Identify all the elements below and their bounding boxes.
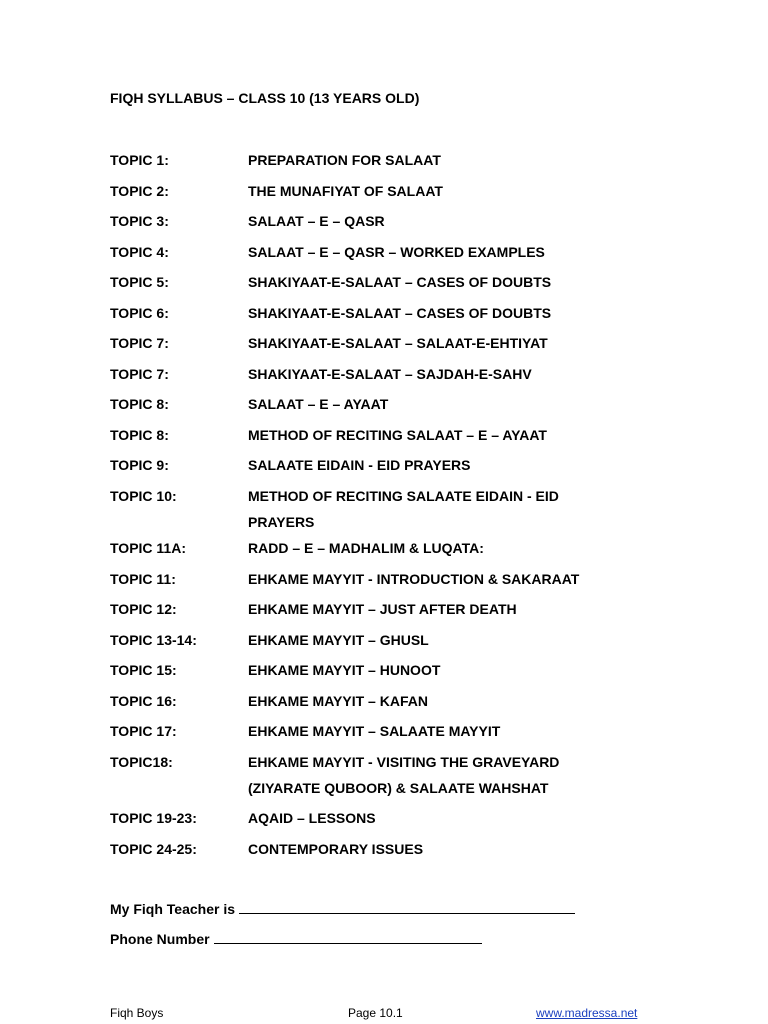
footer-page-number: Page 10.1 xyxy=(348,1006,403,1020)
fill-in-section xyxy=(110,898,575,958)
topic-label: TOPIC 8: xyxy=(110,396,169,412)
teacher-label: My Fiqh Teacher is xyxy=(110,901,235,917)
topic-label: TOPIC 4: xyxy=(110,243,169,260)
topic-title: EHKAME MAYYIT – GHUSL xyxy=(248,631,429,648)
topic-row xyxy=(110,422,670,448)
topic-row xyxy=(110,239,670,265)
topic-row xyxy=(110,535,670,561)
topic-title: SALAATE EIDAIN - EID PRAYERS xyxy=(248,457,471,473)
topic-row xyxy=(110,361,670,387)
topic-label: TOPIC 16: xyxy=(110,692,177,709)
topic-title: EHKAME MAYYIT - VISITING THE GRAVEYARD (ZIYARATE QUBOOR) & SALAATE WAHSHAT xyxy=(248,753,560,796)
page-title: FIQH SYLLABUS – CLASS 10 (13 YEARS OLD) xyxy=(110,90,420,106)
topic-row xyxy=(110,300,670,326)
topic-label: TOPIC 5: xyxy=(110,274,169,290)
topic-title: PREPARATION FOR SALAAT xyxy=(248,152,441,168)
topic-row xyxy=(110,178,670,204)
topic-row xyxy=(110,269,670,295)
topic-row xyxy=(110,718,670,744)
topic-title: CONTEMPORARY ISSUES xyxy=(248,840,424,857)
topic-title: SALAAT – E – AYAAT xyxy=(248,396,389,412)
topic-row xyxy=(110,483,670,535)
phone-blank[interactable] xyxy=(214,929,482,944)
topic-title: EHKAME MAYYIT – SALAATE MAYYIT xyxy=(248,723,501,739)
teacher-blank[interactable] xyxy=(239,899,575,914)
topic-label: TOPIC 15: xyxy=(110,662,177,678)
topic-row xyxy=(110,749,670,801)
footer-link[interactable]: www.madressa.net xyxy=(536,1006,638,1020)
topic-title: METHOD OF RECITING SALAAT – E – AYAAT xyxy=(248,426,547,443)
topic-label: TOPIC 1: xyxy=(110,152,169,168)
topic-title: EHKAME MAYYIT – HUNOOT xyxy=(248,662,441,678)
phone-label: Phone Number xyxy=(110,931,210,947)
topic-row xyxy=(110,836,670,862)
topic-label: TOPIC 9: xyxy=(110,457,169,473)
topic-title: EHKAME MAYYIT – KAFAN xyxy=(248,692,428,709)
topic-title: THE MUNAFIYAT OF SALAAT xyxy=(248,182,443,199)
topic-title: SHAKIYAAT-E-SALAAT – CASES OF DOUBTS xyxy=(248,274,552,290)
topic-label: TOPIC 8: xyxy=(110,426,169,443)
topic-row xyxy=(110,627,670,653)
footer-left: Fiqh Boys xyxy=(110,1006,164,1020)
topic-label: TOPIC 19-23: xyxy=(110,810,197,826)
topic-label: TOPIC 7: xyxy=(110,365,169,382)
topic-label: TOPIC 3: xyxy=(110,213,169,229)
topic-label: TOPIC 24-25: xyxy=(110,840,197,857)
topic-title: SALAAT – E – QASR xyxy=(248,213,385,229)
topic-label: TOPIC 13-14: xyxy=(110,631,197,648)
topic-label: TOPIC 10: xyxy=(110,487,177,504)
topic-row xyxy=(110,330,670,356)
topic-row xyxy=(110,208,670,234)
topic-label: TOPIC 7: xyxy=(110,335,169,351)
topic-row xyxy=(110,147,670,173)
topic-title: SHAKIYAAT-E-SALAAT – CASES OF DOUBTS xyxy=(248,304,552,321)
topic-row xyxy=(110,596,670,622)
topic-title: SHAKIYAAT-E-SALAAT – SAJDAH-E-SAHV xyxy=(248,365,532,382)
teacher-line xyxy=(110,898,575,920)
topic-label: TOPIC 17: xyxy=(110,723,177,739)
topic-title: EHKAME MAYYIT – JUST AFTER DEATH xyxy=(248,601,517,617)
topic-row xyxy=(110,657,670,683)
topic-label: TOPIC 11A: xyxy=(110,540,186,556)
topic-list xyxy=(110,147,670,866)
topic-row xyxy=(110,688,670,714)
topic-label: TOPIC 6: xyxy=(110,304,169,321)
topic-row xyxy=(110,452,670,478)
topic-title: SALAAT – E – QASR – WORKED EXAMPLES xyxy=(248,243,545,260)
topic-row xyxy=(110,391,670,417)
topic-label: TOPIC 12: xyxy=(110,601,177,617)
topic-label: TOPIC 2: xyxy=(110,182,169,199)
topic-title: EHKAME MAYYIT - INTRODUCTION & SAKARAAT xyxy=(248,570,580,587)
topic-title: METHOD OF RECITING SALAATE EIDAIN - EID PRAYERS xyxy=(248,487,559,530)
topic-title: RADD – E – MADHALIM & LUQATA: xyxy=(248,540,484,556)
topic-label: TOPIC18: xyxy=(110,753,173,770)
topic-row xyxy=(110,805,670,831)
topic-title: AQAID – LESSONS xyxy=(248,810,376,826)
topic-row xyxy=(110,566,670,592)
topic-title: SHAKIYAAT-E-SALAAT – SALAAT-E-EHTIYAT xyxy=(248,335,548,351)
phone-line xyxy=(110,928,575,950)
topic-label: TOPIC 11: xyxy=(110,570,176,587)
